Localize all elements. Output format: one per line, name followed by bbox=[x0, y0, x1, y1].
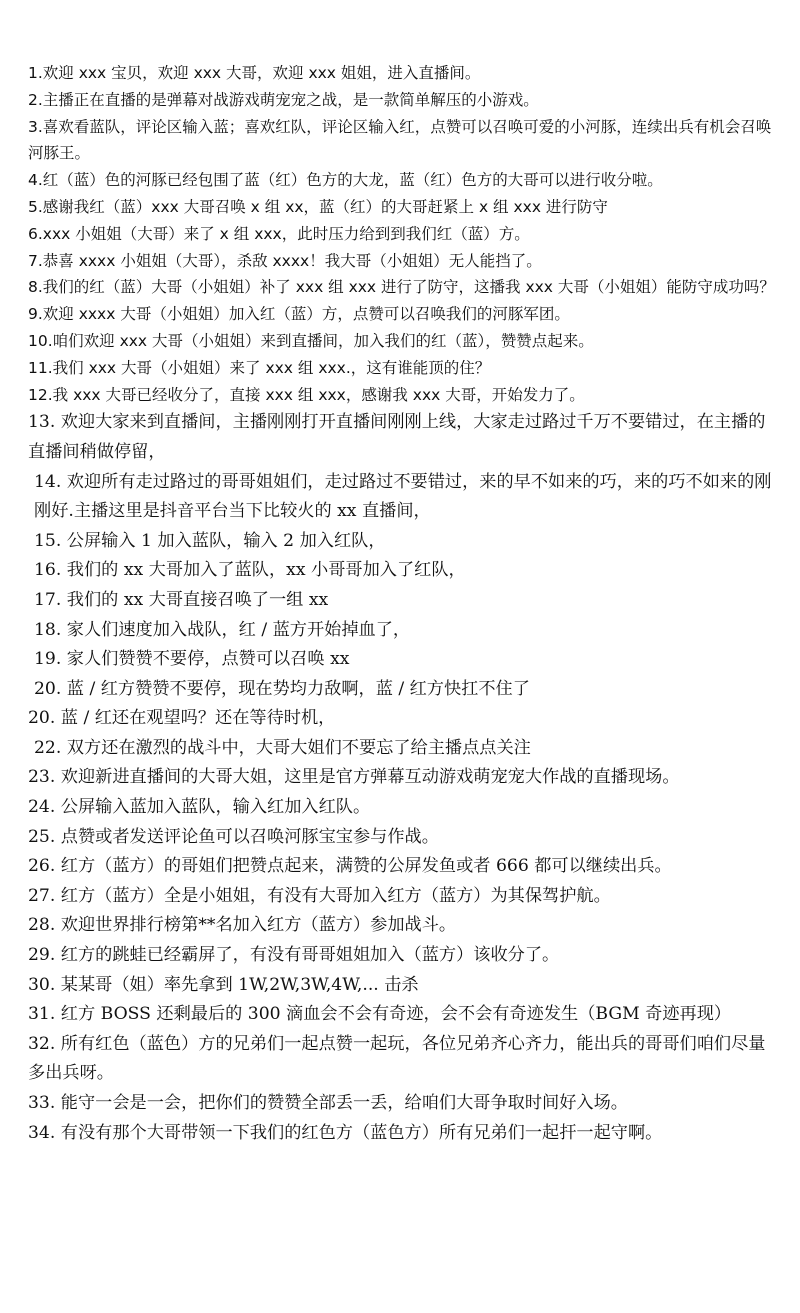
line-3: 3.喜欢看蓝队，评论区输入蓝；喜欢红队，评论区输入红，点赞可以召唤可爱的小河豚，连续出兵有机会召唤河豚王。 bbox=[28, 117, 772, 163]
line-2: 2.主播正在直播的是弹幕对战游戏萌宠宠之战，是一款简单解压的小游戏。 bbox=[28, 90, 539, 109]
line-24: 24. 公屏输入蓝加入蓝队，输入红加入红队。 bbox=[28, 797, 371, 818]
line-32: 32. 所有红色（蓝色）方的兄弟们一起点赞一起玩，各位兄弟齐心齐力，能出兵的哥哥们咱们尽量多出兵呀。 bbox=[28, 1033, 766, 1084]
line-18: 18. 家人们速度加入战队，红 / 蓝方开始掉血了， bbox=[34, 619, 411, 640]
line-8: 8.我们的红（蓝）大哥（小姐姐）补了 xxx 组 xxx 进行了防守，这播我 xxx 大哥（小姐姐）能防守成功吗？ bbox=[28, 278, 775, 297]
line-31: 31. 红方 BOSS 还剩最后的 300 滴血会不会有奇迹，会不会有奇迹发生（BGM 奇迹再现） bbox=[28, 1004, 732, 1025]
line-28: 28. 欢迎世界排行榜第**名加入红方（蓝方）参加战斗。 bbox=[28, 915, 457, 936]
line-1: 1.欢迎 xxx 宝贝，欢迎 xxx 大哥，欢迎 xxx 姐姐，进入直播间。 bbox=[28, 64, 481, 82]
line-30: 30. 某某哥（姐）率先拿到 1W,2W,3W,4W,... 击杀 bbox=[28, 974, 419, 995]
line-33: 33. 能守一会是一会，把你们的赞赞全部丢一丢，给咱们大哥争取时间好入场。 bbox=[28, 1093, 628, 1114]
line-27: 27. 红方（蓝方）全是小姐姐，有没有大哥加入红方（蓝方）为其保驾护航。 bbox=[28, 885, 611, 906]
document-body bbox=[28, 60, 780, 1148]
line-17: 17. 我们的 xx 大哥直接召唤了一组 xx bbox=[34, 589, 329, 610]
line-34: 34. 有没有那个大哥带领一下我们的红色方（蓝色方）所有兄弟们一起扞一起守啊。 bbox=[28, 1122, 663, 1143]
line-16: 16. 我们的 xx 大哥加入了蓝队，xx 小哥哥加入了红队， bbox=[34, 560, 466, 581]
line-26: 26. 红方（蓝方）的哥姐们把赞点起来，满赞的公屏发鱼或者 666 都可以继续出兵。 bbox=[28, 856, 672, 877]
line-20a: 20. 蓝 / 红方赞赞不要停，现在势均力敌啊，蓝 / 红方快扛不住了 bbox=[34, 678, 530, 699]
line-13: 13. 欢迎大家来到直播间，主播刚刚打开直播间刚刚上线，大家走过路过千万不要错过，在主播的直播间稍做停留， bbox=[28, 412, 766, 462]
line-19: 19. 家人们赞赞不要停，点赞可以召唤 xx bbox=[34, 649, 350, 670]
line-10: 10.咱们欢迎 xxx 大哥（小姐姐）来到直播间，加入我们的红（蓝），赞赞点起来。 bbox=[28, 331, 594, 350]
line-9: 9.欢迎 xxxx 大哥（小姐姐）加入红（蓝）方，点赞可以召唤我们的河豚军团。 bbox=[28, 305, 570, 324]
line-7: 7.恭喜 xxxx 小姐姐（大哥），杀敌 xxxx！我大哥（小姐姐）无人能挡了。 bbox=[28, 251, 542, 270]
line-15: 15. 公屏输入 1 加入蓝队，输入 2 加入红队， bbox=[34, 530, 386, 551]
line-14: 14. 欢迎所有走过路过的哥哥姐姐们，走过路过不要错过，来的早不如来的巧，来的巧不如来的刚刚好.主播这里是抖音平台当下比较火的 xx 直播间， bbox=[34, 471, 772, 522]
line-22: 22. 双方还在激烈的战斗中，大哥大姐们不要忘了给主播点点关注 bbox=[34, 737, 531, 758]
line-6: 6.xxx 小姐姐（大哥）来了 x 组 xxx，此时压力给到到我们红（蓝）方。 bbox=[28, 224, 530, 243]
line-4: 4.红（蓝）色的河豚已经包围了蓝（红）色方的大龙，蓝（红）色方的大哥可以进行收分啦。 bbox=[28, 171, 663, 190]
line-12: 12.我 xxx 大哥已经收分了，直接 xxx 组 xxx，感谢我 xxx 大哥，开始发力了。 bbox=[28, 385, 585, 404]
line-5: 5.感谢我红（蓝）xxx 大哥召唤 x 组 xx，蓝（红）的大哥赶紧上 x 组 xxx 进行防守 bbox=[28, 197, 608, 216]
line-23: 23. 欢迎新进直播间的大哥大姐，这里是官方弹幕互动游戏萌宠宠大作战的直播现场。 bbox=[28, 767, 680, 788]
line-29: 29. 红方的跳蛙已经霸屏了，有没有哥哥姐姐加入（蓝方）该收分了。 bbox=[28, 945, 560, 966]
line-11: 11.我们 xxx 大哥（小姐姐）来了 xxx 组 xxx.，这有谁能顶的住？ bbox=[28, 358, 491, 377]
line-25: 25. 点赞或者发送评论鱼可以召唤河豚宝宝参与作战。 bbox=[28, 826, 439, 847]
line-20b: 20. 蓝 / 红还在观望吗？还在等待时机， bbox=[28, 708, 336, 729]
